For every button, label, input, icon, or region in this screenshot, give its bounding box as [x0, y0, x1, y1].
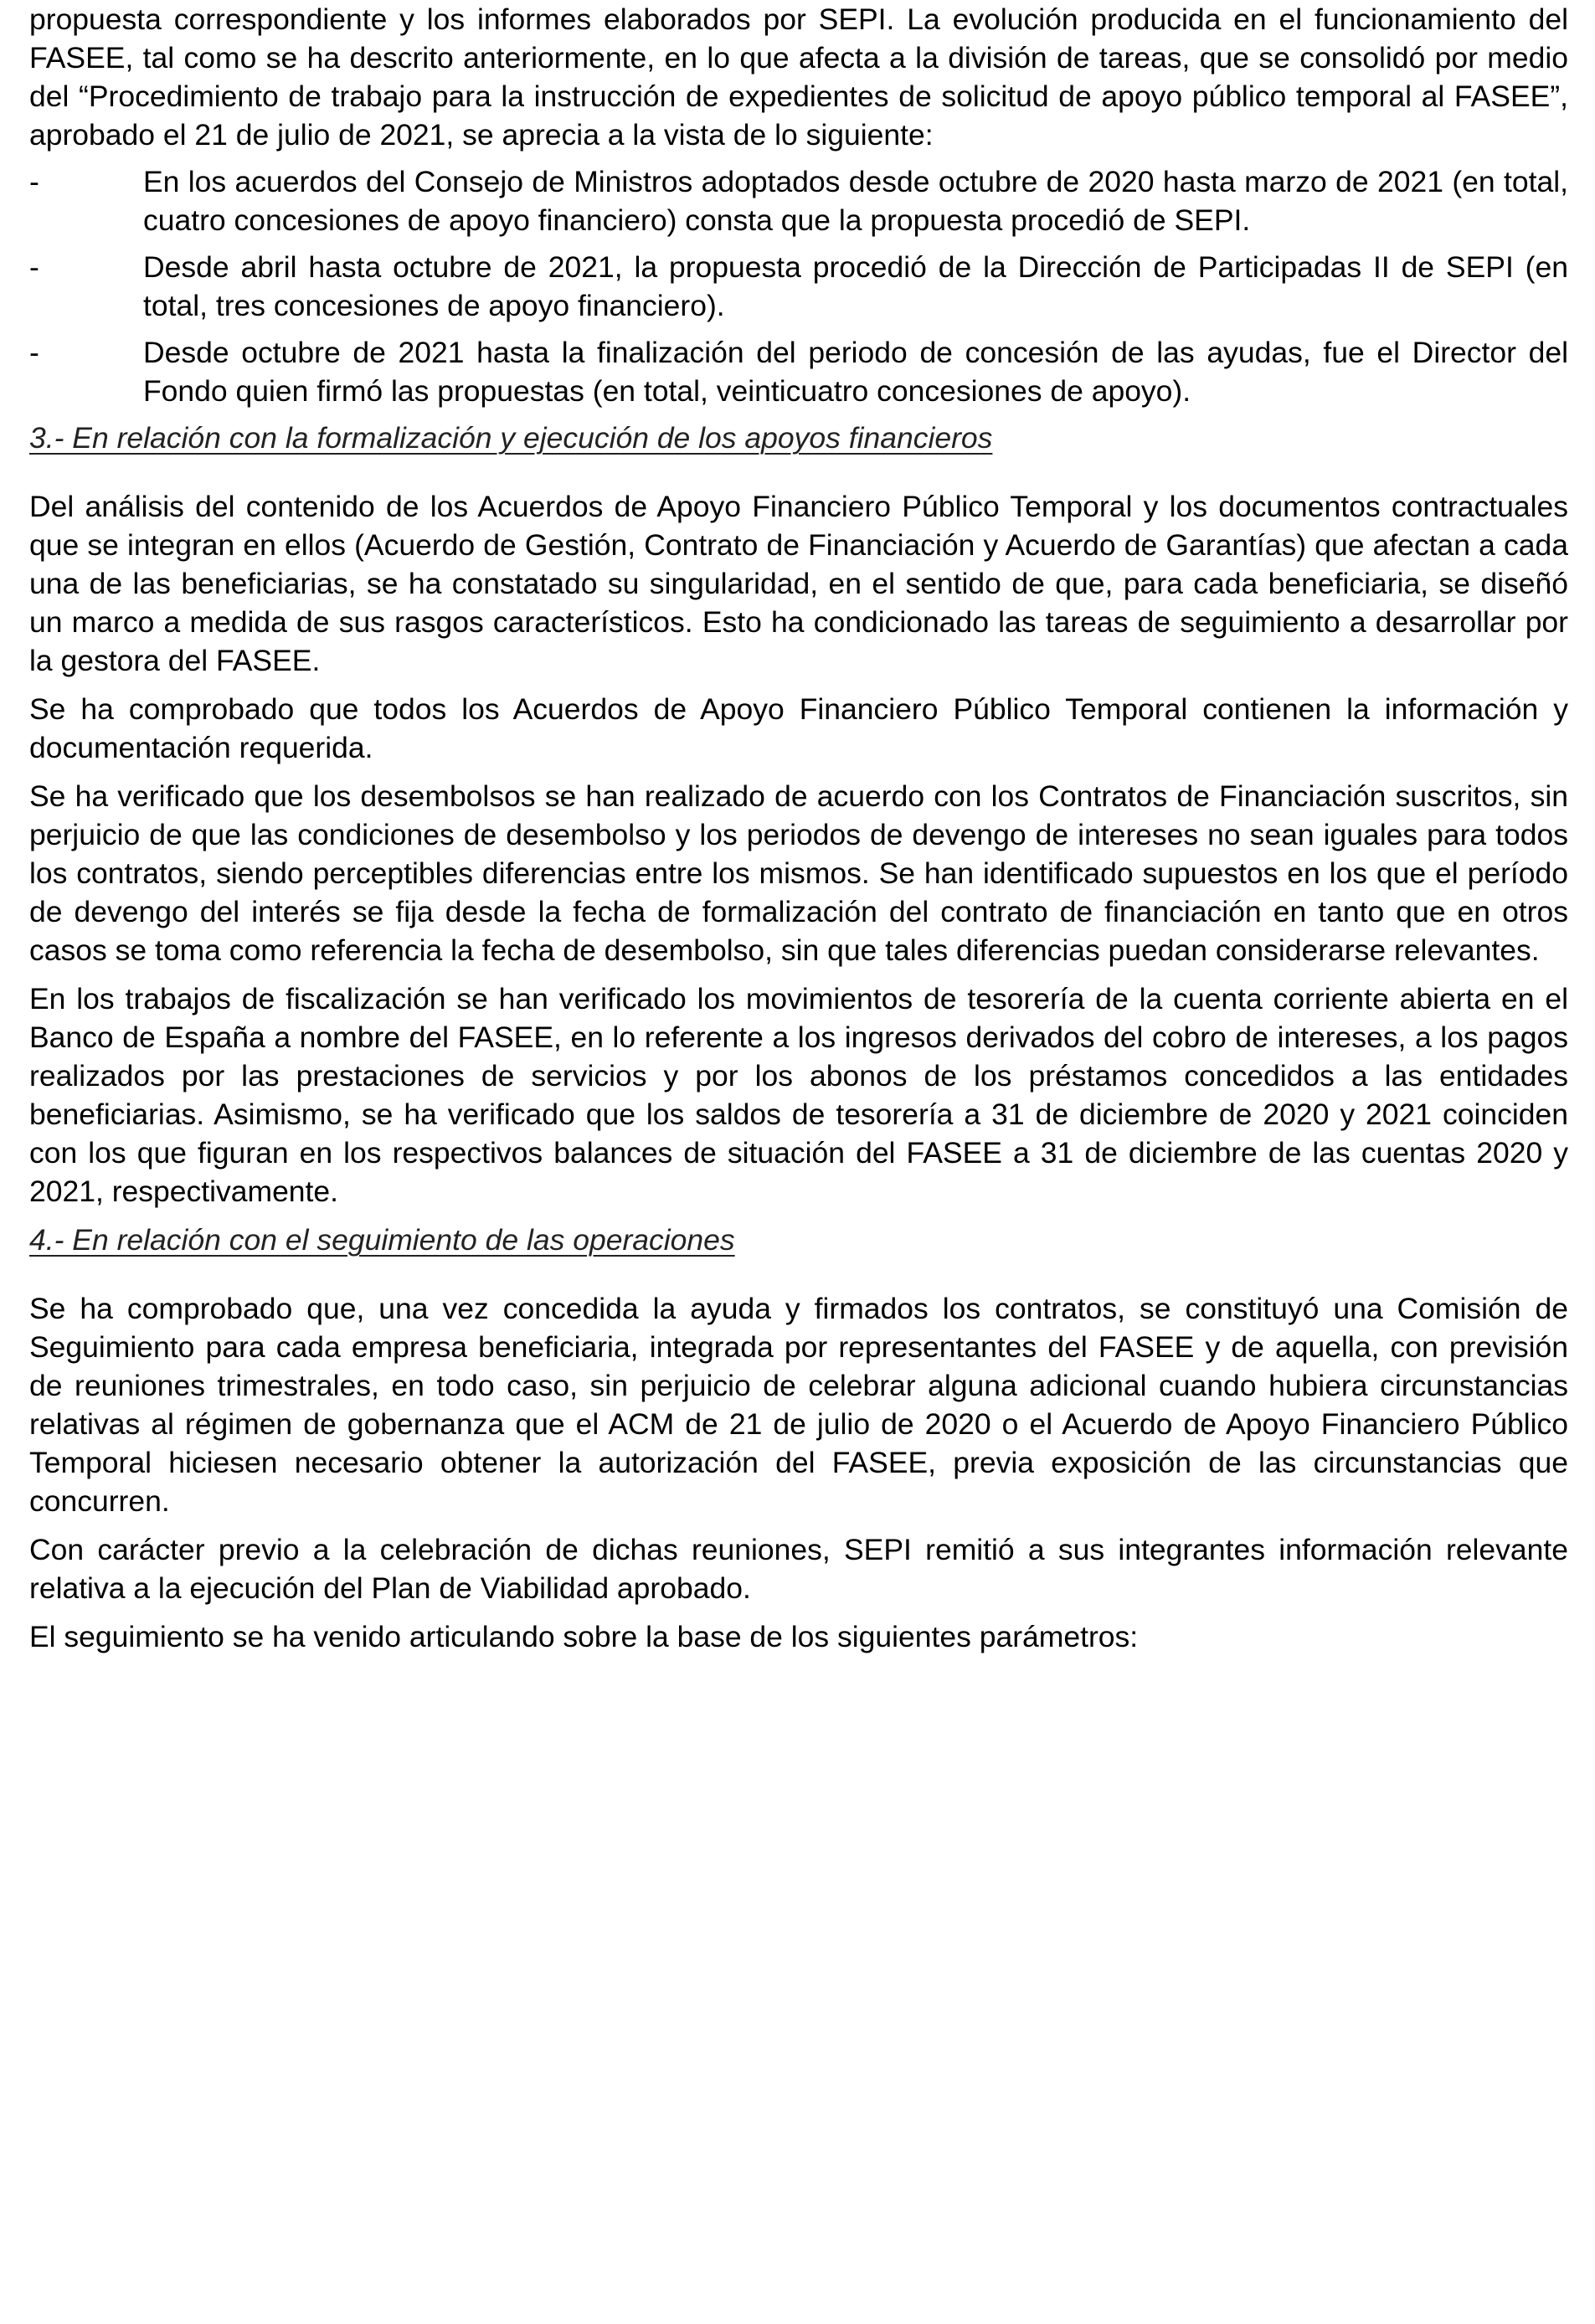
section-4-paragraph: Se ha comprobado que, una vez concedida la ayuda y firmados los contratos, se constituyó una Comisión de Seguimiento para cada empresa beneficiaria, integrada por representantes del FASEE y de aquella, con previsión de reuniones trimestrales, en todo caso, sin perjuicio de celebrar alguna adicional cuando hubiera circunstancias relativas al régimen de gobernanza que el ACM de 21 de julio de 2020 o el Acuerdo de Apoyo Financiero Público Temporal hiciesen necesario obtener la autorización del FASEE, previa exposición de las circunstancias que concurren.: [29, 1292, 1568, 1518]
intro-paragraph: propuesta correspondiente y los informes elaborados por SEPI. La evolución producida en el funcionamiento del FASEE, tal como se ha descrito anteriormente, en lo que afecta a la división de tareas, que se consolidó por medio del “Procedimiento de trabajo para la instrucción de expedientes de solicitud de apoyo público temporal al FASEE”, aprobado el 21 de julio de 2021, se aprecia a la vista de lo siguiente:: [29, 3, 1568, 152]
bullet-item: [29, 248, 1568, 325]
bullet-text: Desde abril hasta octubre de 2021, la propuesta procedió de la Dirección de Participadas II de SEPI (en total, tres concesiones de apoyo financiero).: [143, 250, 1568, 322]
section-3-heading: 3.- En relación con la formalización y ejecución de los apoyos financieros: [29, 421, 993, 455]
section-4-heading: 4.- En relación con el seguimiento de las operaciones: [29, 1223, 735, 1257]
section-3-paragraph: Se ha verificado que los desembolsos se han realizado de acuerdo con los Contratos de Financiación suscritos, sin perjuicio de que las condiciones de desembolso y los periodos de devengo de intereses no sean iguales para todos los contratos, siendo perceptibles diferencias entre los mismos. Se han identificado supuestos en los que el período de devengo del interés se fija desde la fecha de formalización del contrato de financiación en tanto que en otros casos se toma como referencia la fecha de desembolso, sin que tales diferencias puedan considerarse relevantes.: [29, 779, 1568, 967]
bullet-dash: -: [29, 165, 39, 198]
bullet-text: Desde octubre de 2021 hasta la finalización del periodo de concesión de las ayudas, fue el Director del Fondo quien firmó las propuestas (en total, veinticuatro concesiones de apoyo).: [143, 336, 1568, 408]
section-4-paragraph: El seguimiento se ha venido articulando sobre la base de los siguientes parámetros:: [29, 1620, 1139, 1653]
document-page: [29, 0, 1568, 1656]
section-3-paragraph: Del análisis del contenido de los Acuerdos de Apoyo Financiero Público Temporal y los documentos contractuales que se integran en ellos (Acuerdo de Gestión, Contrato de Financiación y Acuerdo de Garantías) que afectan a cada una de las beneficiarias, se ha constatado su singularidad, en el sentido de que, para cada beneficiaria, se diseñó un marco a medida de sus rasgos característicos. Esto ha condicionado las tareas de seguimiento a desarrollar por la gestora del FASEE.: [29, 490, 1568, 677]
section-3-paragraph: Se ha comprobado que todos los Acuerdos de Apoyo Financiero Público Temporal contienen la información y documentación requerida.: [29, 692, 1568, 764]
bullet-item: [29, 162, 1568, 239]
section-4-paragraph: Con carácter previo a la celebración de dichas reuniones, SEPI remitió a sus integrantes información relevante relativa a la ejecución del Plan de Viabilidad aprobado.: [29, 1533, 1568, 1605]
bullet-item: [29, 333, 1568, 410]
bullet-text: En los acuerdos del Consejo de Ministros adoptados desde octubre de 2020 hasta marzo de 2021 (en total, cuatro concesiones de apoyo financiero) consta que la propuesta procedió de SEPI.: [143, 165, 1568, 237]
bullet-dash: -: [29, 250, 39, 284]
bullet-list: [29, 162, 1568, 410]
bullet-dash: -: [29, 336, 39, 369]
section-3-paragraph: En los trabajos de fiscalización se han verificado los movimientos de tesorería de la cuenta corriente abierta en el Banco de España a nombre del FASEE, en lo referente a los ingresos derivados del cobro de intereses, a los pagos realizados por las prestaciones de servicios y por los abonos de los préstamos concedidos a las entidades beneficiarias. Asimismo, se ha verificado que los saldos de tesorería a 31 de diciembre de 2020 y 2021 coinciden con los que figuran en los respectivos balances de situación del FASEE a 31 de diciembre de las cuentas 2020 y 2021, respectivamente.: [29, 982, 1568, 1208]
